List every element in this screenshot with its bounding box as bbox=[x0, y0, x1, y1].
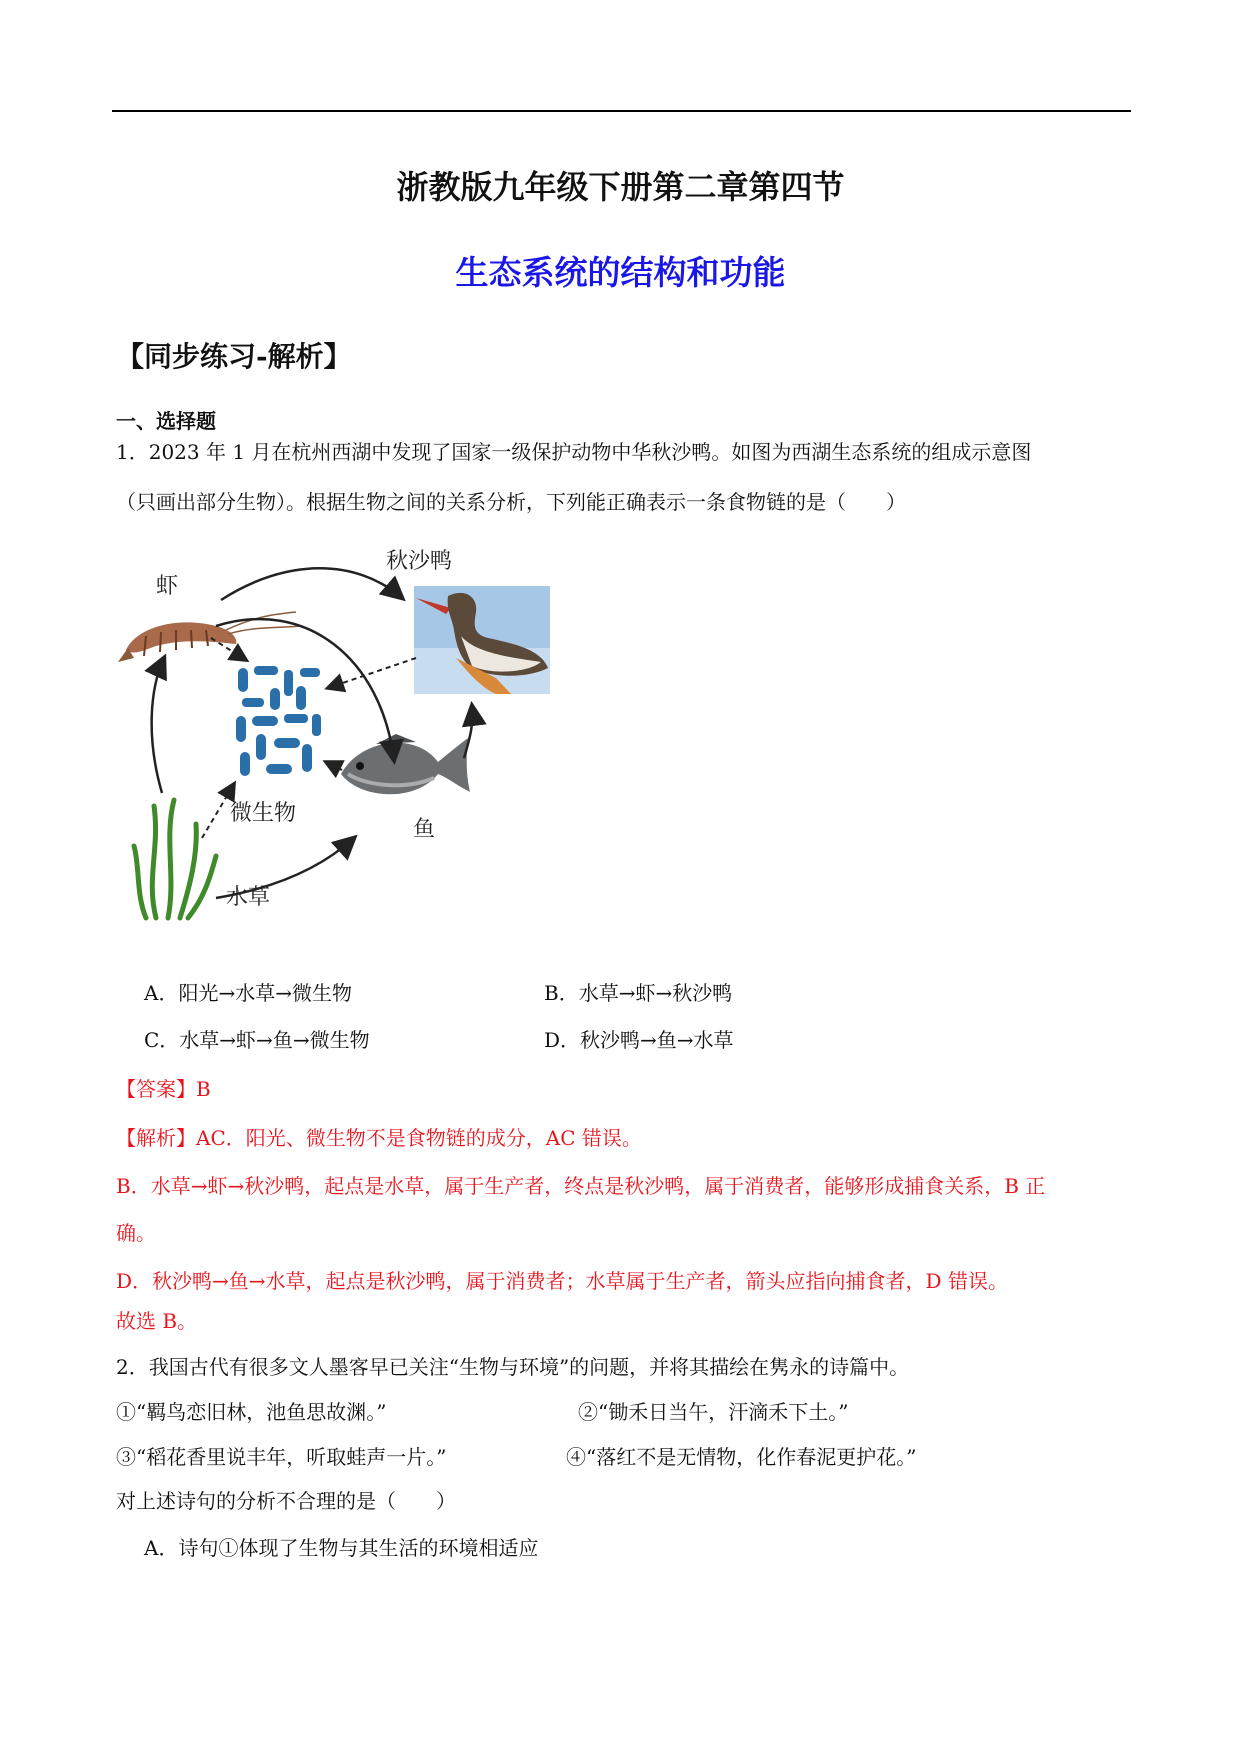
arrow-shrimp-to-duck bbox=[221, 568, 402, 600]
q1-analysis-line5: 故选 B。 bbox=[116, 1309, 198, 1333]
microbe-image bbox=[234, 663, 324, 783]
arrow-grass-to-shrimp bbox=[152, 658, 164, 793]
grass-label: 水草 bbox=[226, 885, 271, 910]
q1-analysis-line2: B．水草→虾→秋沙鸭，起点是水草，属于生产者，终点是秋沙鸭，属于消费者，能够形成捕食关系，B 正 bbox=[116, 1174, 1046, 1198]
q1-analysis-line4: D．秋沙鸭→鱼→水草，起点是秋沙鸭，属于消费者；水草属于生产者，箭头应指向捕食者，D 错误。 bbox=[116, 1269, 1008, 1293]
microbe-label: 微生物 bbox=[230, 801, 297, 826]
q1-option-b: B．水草→虾→秋沙鸭 bbox=[544, 981, 733, 1005]
q1-stem-line1: 1．2023 年 1 月在杭州西湖中发现了国家一级保护动物中华秋沙鸭。如图为西湖生态系统的组成示意图 bbox=[116, 440, 1032, 464]
q1-stem-line2: （只画出部分生物）。根据生物之间的关系分析，下列能正确表示一条食物链的是（ ） bbox=[116, 490, 906, 514]
fish-image bbox=[341, 734, 470, 794]
duck-label: 秋沙鸭 bbox=[386, 549, 453, 574]
q2-option-a: A．诗句①体现了生物与其生活的环境相适应 bbox=[144, 1536, 539, 1560]
duck-image bbox=[414, 586, 550, 694]
q2-poem-4: ④“落红不是无情物，化作春泥更护花。” bbox=[566, 1445, 917, 1469]
ecosystem-figure bbox=[116, 538, 636, 938]
question-type-heading: 一、选择题 bbox=[116, 409, 216, 433]
q2-stem: 2．我国古代有很多文人墨客早已关注“生物与环境”的问题，并将其描绘在隽永的诗篇中。 bbox=[116, 1355, 910, 1379]
fish-label: 鱼 bbox=[413, 817, 436, 842]
q1-option-d: D．秋沙鸭→鱼→水草 bbox=[544, 1028, 734, 1052]
q2-question: 对上述诗句的分析不合理的是（ ） bbox=[116, 1489, 456, 1513]
document-title: 浙教版九年级下册第二章第四节 bbox=[396, 168, 845, 206]
q1-analysis-line1: 【解析】AC．阳光、微生物不是食物链的成分，AC 错误。 bbox=[116, 1126, 642, 1150]
q1-option-c: C．水草→虾→鱼→微生物 bbox=[144, 1028, 370, 1052]
header-rule bbox=[112, 110, 1131, 112]
section-heading: 【同步练习-解析】 bbox=[116, 340, 352, 373]
grass-image bbox=[134, 800, 216, 918]
q2-poem-3: ③“稻花香里说丰年，听取蛙声一片。” bbox=[116, 1445, 447, 1469]
arrow-duck-to-microbe bbox=[328, 658, 416, 688]
q1-analysis-line3: 确。 bbox=[116, 1221, 156, 1245]
q1-option-a: A．阳光→水草→微生物 bbox=[144, 981, 352, 1005]
q1-answer: 【答案】B bbox=[116, 1077, 211, 1101]
arrow-fish-to-microbe bbox=[326, 762, 342, 770]
q2-poem-2: ②“锄禾日当午，汗滴禾下土。” bbox=[578, 1400, 849, 1424]
q2-poem-1: ①“羁鸟恋旧林，池鱼思故渊。” bbox=[116, 1400, 387, 1424]
document-subtitle: 生态系统的结构和功能 bbox=[455, 253, 786, 292]
arrow-fish-to-duck bbox=[464, 706, 473, 758]
shrimp-label: 虾 bbox=[156, 574, 179, 599]
